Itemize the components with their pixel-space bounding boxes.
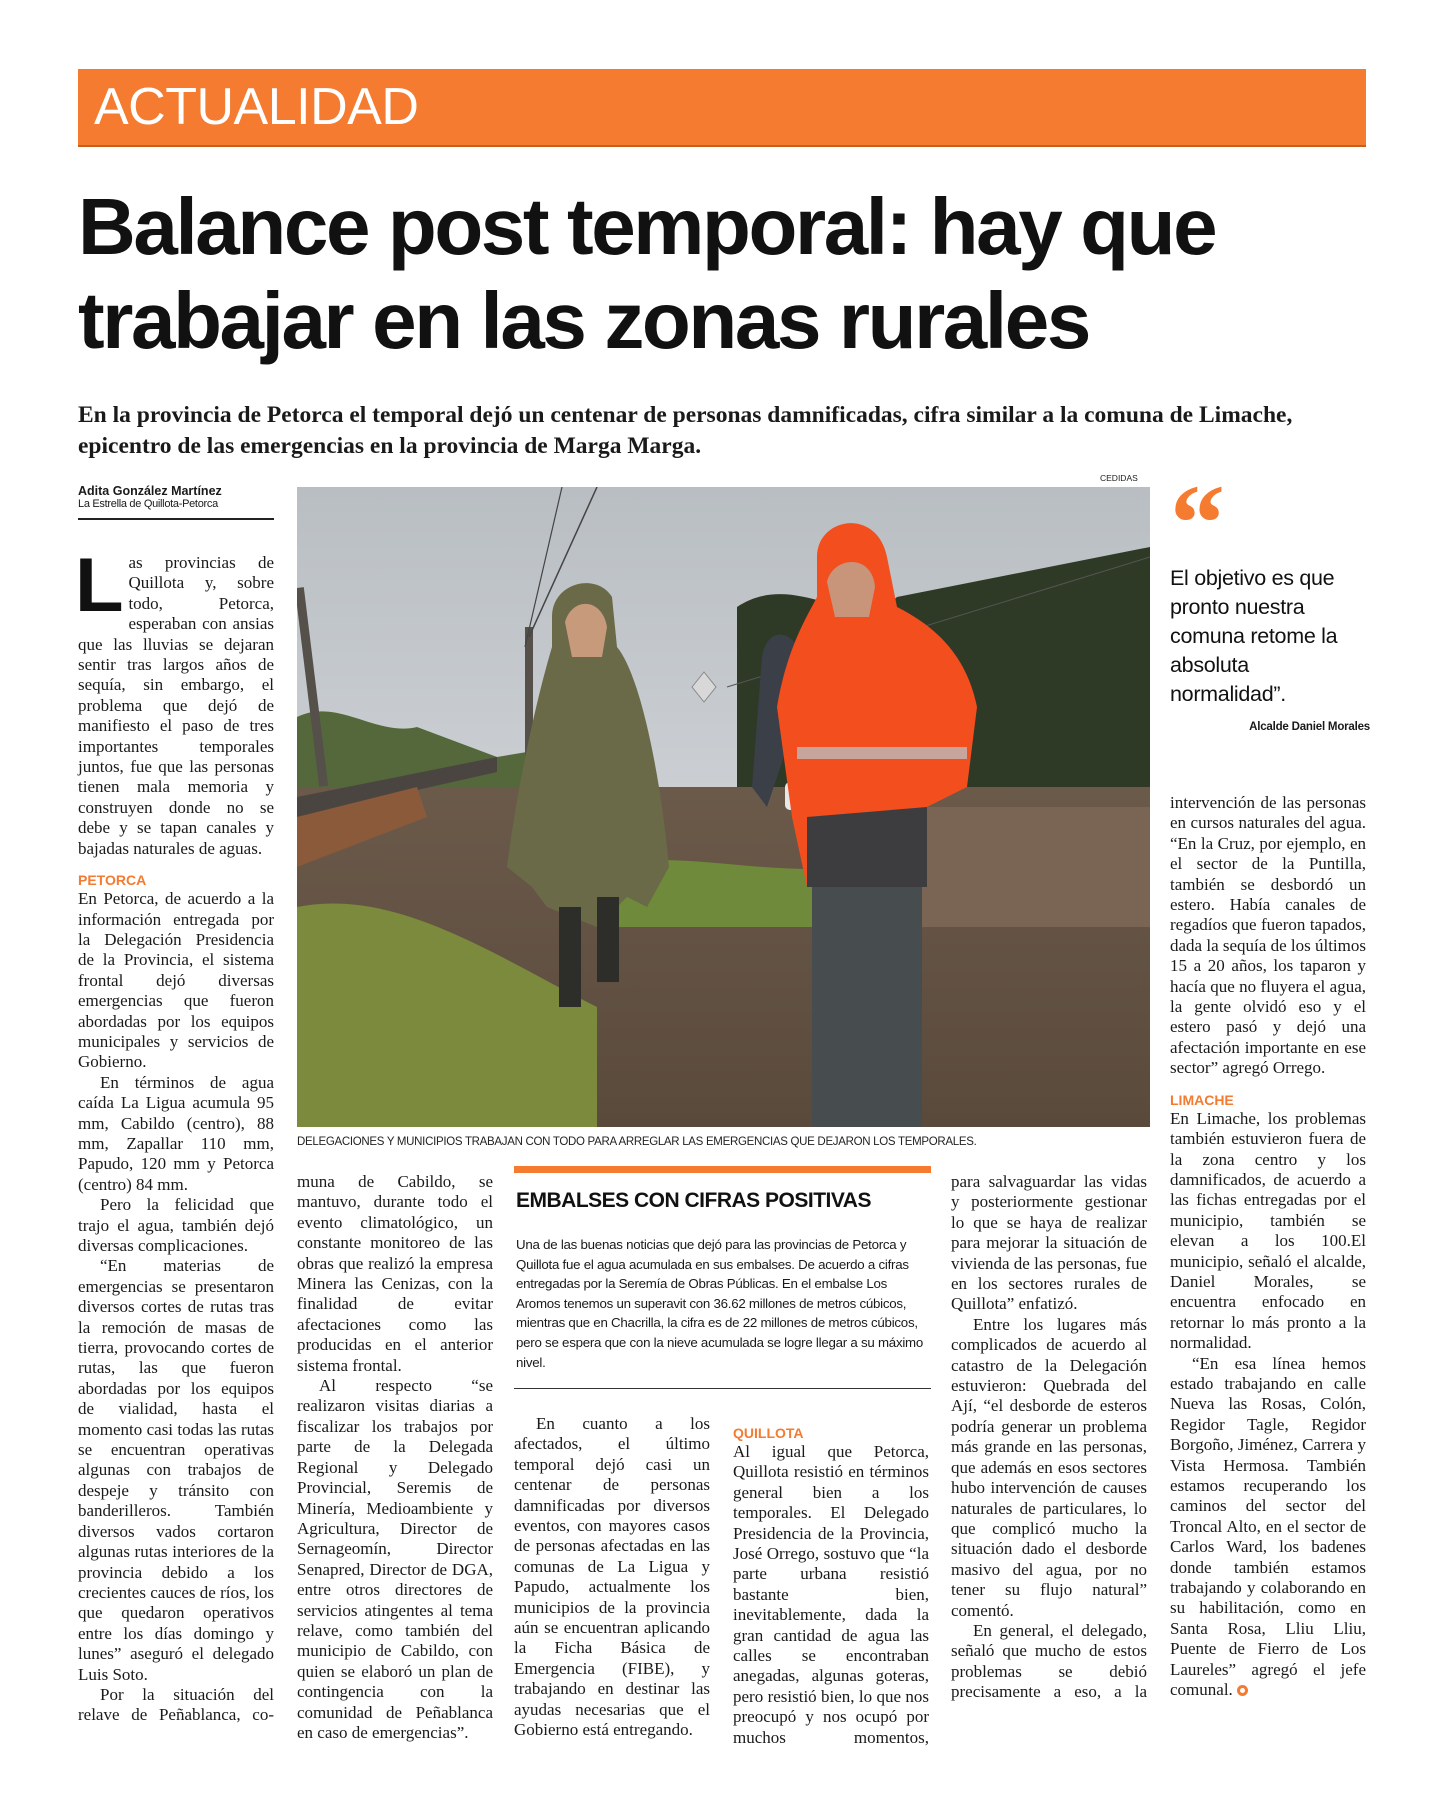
paragraph-text: En Petorca, de acuerdo a la información entregada por la Delegación Presidencia de la Provincia, el sistema frontal dejó diversas emergencias que fueron abordadas por los equipos municipales y servicios de Gobierno. xyxy=(78,889,274,1072)
article-column-4 xyxy=(733,1412,929,1748)
article-paragraph xyxy=(1170,1109,1366,1354)
paragraph-text: as provincias de Quillota y, sobre todo, Petorca, esperaban con ansias que las lluvias se dejaran sentir tras largos años de sequía, sin embargo, el problema que dejó de manifiesto el paso de tres importantes temporales juntos, fue que las personas tienen mala memoria y construyen donde no se debe y se tapan canales y bajadas naturales de aguas. xyxy=(78,553,274,858)
photo-caption: DELEGACIONES Y MUNICIPIOS TRABAJAN CON TODO PARA ARREGLAR LAS EMERGENCIAS QUE DEJARON LOS TEMPORALES. xyxy=(297,1136,977,1148)
byline xyxy=(78,484,274,520)
section-subhead: QUILLOTA xyxy=(733,1425,804,1441)
sidebar-text: Una de las buenas noticias que dejó para las provincias de Petorca y Quillota fue el agua acumulada en sus embalses. De acuerdo a cifras entregadas por la Seremía de Obras Públicas. En el embalse Los Aromos tenemos un superavit con 36.62 millones de metros cúbicos, mientras que en Chacrilla, la cifra es de 22 millones de metros cúbicos, pero se espera que con la nieve acumulada se logre llegar a su máximo nivel. xyxy=(516,1237,924,1370)
paragraph-text: En Limache, los problemas también estuvieron fuera de la zona centro y los damnificados, de acuerdo a las fichas entregadas por el municipio, también se elevan a los 100.El municipio, señaló el alcalde, Daniel Morales, se encuentra enfocado en retornar lo más pronto a la normalidad. xyxy=(1170,1108,1366,1353)
section-subhead: PETORCA xyxy=(78,872,147,889)
pull-quote xyxy=(1170,478,1370,733)
paragraph-text: Entre los lugares más complicados de acuerdo al catastro de la Delegación estuvieron: Quebrada del Ají, “el desborde de esteros podría generar un problema más grande en las personas, que además en esos sectores hubo intervención de causes naturales de particulares, lo que complicó mucho la situación dado el desborde masivo del agua, por no tener su flujo natural” comentó. xyxy=(951,1314,1147,1620)
article-paragraph xyxy=(74,543,274,859)
deck-subtitle: En la provincia de Petorca el temporal dejó un centenar de personas damnificadas, cifra similar a la comuna de Limache, epicentro de las emergencias en la provincia de Marga Marga. xyxy=(78,402,1293,459)
article-paragraph xyxy=(78,1195,274,1256)
article-column-2 xyxy=(297,1172,493,1743)
article-column-6 xyxy=(1170,793,1366,1700)
photo-credit: CEDIDAS xyxy=(1100,473,1138,483)
article-column-3 xyxy=(514,1414,710,1741)
paragraph-text: En términos de agua caída La Ligua acumula 95 mm, Cabildo (centro), 88 mm, Zapallar 110 mm, Papudo, 120 mm y Petorca (centro) 84 mm. xyxy=(78,1072,274,1194)
article-photo xyxy=(297,487,1150,1127)
paragraph-text: muna de Cabildo, se mantuvo, durante todo el evento climatológico, un constante monitoreo de las obras que realizó la empresa Minera las Cenizas, con la finalidad de evitar afectaciones como las producidas en el anterior sistema frontal. xyxy=(297,1172,493,1375)
article-paragraph xyxy=(514,1414,710,1741)
photo-illustration xyxy=(297,487,1150,1127)
sidebar-box xyxy=(514,1166,931,1389)
end-of-article-icon xyxy=(1237,1685,1248,1696)
paragraph-text: “En esa línea hemos estado trabajando en calle Nueva las Rosas, Colón, Regidor Tagle, Regidor Borgoño, Jiménez, Carrera y Vista Hermosa. También estamos recuperando los caminos del sector del Troncal Alto, en el sector de Carlos Ward, los badenes donde también estamos trabajando y colaborando en su habilitación, como en Santa Rosa, Lliu Lliu, Puente de Fierro de Los Laureles” agregó el jefe comunal. xyxy=(1170,1353,1366,1700)
paragraph-text: Al respecto “se realizaron visitas diarias a fiscalizar los trabajos por parte de la Delegada Regional y Delegado Provincial, Seremis de Minería, Medioambiente y Agricultura, Director de Sernageomín, Director Senapred, Director de DGA, entre otros directores de servicios atingentes al tema relave, como también del municipio de Cabildo, con quien se elaboró un plan de contingencia con la comunidad de Peñablanca en caso de emergencias”. xyxy=(297,1376,493,1742)
article-paragraph xyxy=(951,1315,1147,1621)
section-label: ACTUALIDAD xyxy=(94,78,419,136)
article-paragraph xyxy=(78,1685,274,1726)
paragraph-text: Por la situación del relave de Peñablanca, co- xyxy=(78,1684,274,1725)
article-paragraph xyxy=(78,1256,274,1685)
paragraph-text: Al igual que Petorca, Quillota resistió en términos general bien a los temporales. El Delegado Presidencia de la Provincia, José Orrego, sostuvo que “la parte urbana resistió bastante bien, inevitablemente, dada la gran cantidad de agua las calles se encontraban anegadas, algunas goteras, pero resistió bien, lo que nos preocupó y nos ocupó por muchos momentos, xyxy=(733,1442,929,1747)
article-paragraph xyxy=(78,889,274,1073)
author-name: Adita González Martínez xyxy=(78,484,222,498)
article-paragraph xyxy=(297,1172,493,1376)
publication-name: La Estrella de Quillota-Petorca xyxy=(78,498,218,510)
paragraph-text: En cuanto a los afectados, el último temporal dejó casi un centenar de personas damnificadas por diversos eventos, con mayores casos de personas afectadas en las comunas de La Ligua y Papudo, actualmente los municipios de la provincia aún se encuentran aplicando la Ficha Básica de Emergencia (FIBE), y trabajando en destinar las ayudas necesarias que el Gobierno está entregando. xyxy=(514,1414,710,1740)
paragraph-text: En general, el delegado, señaló que mucho de estos problemas se debió precisamente a eso, a la xyxy=(951,1620,1147,1702)
article-paragraph xyxy=(297,1376,493,1743)
pull-quote-text: El objetivo es que pronto nuestra comuna retome la absoluta normalidad”. xyxy=(1170,566,1338,706)
quote-mark-icon: “ xyxy=(1170,478,1225,548)
paragraph-text: intervención de las personas en cursos naturales del agua. “En la Cruz, por ejemplo, en el sector de la Puntilla, también se desbordó un estero. Había canales de regadíos que fueron tapados, dada la sequía de los últimos 15 a 20 años, los taparon y hacía que no fluyera el agua, la gente olvidó eso y el estero pasó y dejó una afectación importante en ese sector” agregó Orrego. xyxy=(1170,793,1366,1078)
paragraph-text: para salvaguardar las vidas y posteriormente gestionar lo que se haya de realizar para mejorar la situación de vivienda de las personas, fue en los sectores rurales de Quillota” enfatizó. xyxy=(951,1172,1147,1314)
drop-cap: L xyxy=(74,543,124,628)
article-paragraph xyxy=(1170,1354,1366,1701)
sidebar-accent-bar xyxy=(514,1166,931,1173)
pull-quote-attribution: Alcalde Daniel Morales xyxy=(1249,721,1370,733)
headline: Balance post temporal: hay que trabajar en las zonas rurales xyxy=(78,182,1216,365)
article-column-1 xyxy=(74,543,274,1726)
article-paragraph xyxy=(951,1172,1147,1315)
article-paragraph xyxy=(1170,793,1366,1079)
article-paragraph xyxy=(733,1442,929,1748)
sidebar-title: EMBALSES CON CIFRAS POSITIVAS xyxy=(516,1189,871,1212)
article-paragraph xyxy=(78,1073,274,1195)
section-banner xyxy=(78,69,1366,147)
article-column-5 xyxy=(951,1172,1147,1703)
section-subhead: LIMACHE xyxy=(1170,1091,1234,1108)
paragraph-text: Pero la felicidad que trajo el agua, también dejó diversas complicaciones. xyxy=(78,1195,274,1255)
article-paragraph xyxy=(951,1621,1147,1703)
paragraph-text: “En materias de emergencias se presentaron diversos cortes de rutas tras la remoción de masas de tierra, provocando cortes de rutas, las que fueron abordadas por los equipos de vialidad, hasta el momento casi todas las rutas se encuentran operativas algunas con trabajos de despeje y tránsito con banderilleros. También diversos vados cortaron algunas rutas interiores de la provincia debido a los crecientes cauces de ríos, los que quedaron operativos entre los días domingo y lunes” aseguró el delegado Luis Soto. xyxy=(78,1256,274,1684)
